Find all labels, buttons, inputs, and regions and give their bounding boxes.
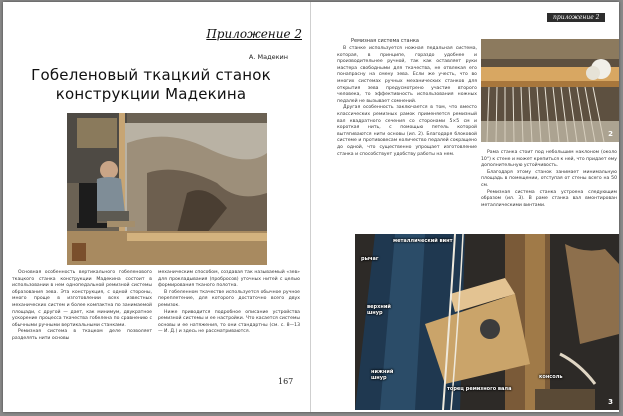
left-column-2	[158, 270, 300, 336]
label-metal-screw: металлический винт	[393, 238, 453, 244]
left-page	[3, 2, 311, 412]
paragraph: Рама станка стоит под небольшим наклоном (около 10°) к стене и может крепиться к ней, что придает ему дополнительную устойчивость.	[481, 150, 617, 169]
paragraph: Основная особенность вертикального гобеленового ткацкого станка конструкции Мадекина состоит в использовании в нем однопедальной ремизной системы образования зева. Эта конструкция, с одной стороны, много проще в изготовлении всех известных механических систем и более компактна по занимаемой площади, с другой — дает, как минимум, двукратное ускорение процесса ткачества гобелена по сравнению с обычными ручными вертикальными станками.	[12, 270, 152, 328]
label-upper-cord: верхний шнур	[367, 304, 391, 316]
article-title	[11, 66, 291, 104]
section-heading: Ремизная система станка	[351, 38, 419, 44]
paragraph: В станке используется ножная педальная система, которая, в принципе, гораздо удобнее и производительнее ручной, так как оставляет руки мастера свободными для ткачества, не отвлекая его понапрасну на смену зева. Если же учесть, что во многих системах ручных механических станков для открытия зева предусмотрено участие второго человека, то эффективность использования ножных педалей не вызывает сомнений.	[337, 46, 477, 104]
title-line-1: Гобеленовый ткацкий станок	[31, 66, 271, 84]
label-lower-cord: нижний шнур	[371, 369, 394, 381]
photo-remise-mechanism	[355, 234, 619, 410]
label-bracket: консоль	[539, 374, 563, 380]
paragraph: Благодаря этому станок занимает минимальную площадь в помещении, отступая от стены всего на 50 см.	[481, 169, 617, 188]
photo-weaver-at-loom	[67, 113, 267, 265]
paragraph: В гобеленном ткачестве используется обычное ручное переплетение, для которого достаточно всего двух ремизок.	[158, 289, 300, 308]
right-column-2	[481, 150, 617, 209]
photo-number: 2	[608, 130, 613, 138]
page-number: 167	[278, 377, 294, 386]
title-line-2: конструкции Мадекина	[55, 85, 247, 103]
label-lever: рычаг	[361, 256, 379, 262]
photo-number: 3	[608, 398, 613, 406]
paragraph: Ремизная система в ткацком деле позволяет разделять нити основы	[12, 329, 152, 341]
running-header: приложение 2	[547, 13, 605, 22]
paragraph: Ниже приводится подробное описание устройства ремизной системы и ее настройки. Что касается системы основы и ее натяжения, то они стандартны (см. с. 8—13 — И. Д.) и здесь не рассматриваются.	[158, 309, 300, 335]
paragraph: Ремизная система станка устроена следующим образом (ил. 3). В раме станка вал вмонтирован металлическими винтами.	[481, 189, 617, 208]
right-page	[311, 2, 619, 412]
photo-remise-shaft	[481, 39, 619, 142]
label-shaft-end: торец ремизного вала	[447, 386, 512, 392]
paragraph: механическим способом, создавая так называемый «зев» для прокладывания (пробросов) уточных нитей с целью формирования тканого полотна.	[158, 270, 300, 289]
right-column-1	[337, 46, 477, 158]
left-column-1	[12, 270, 152, 343]
paragraph: Другая особенность заключается в том, что вместо классических ремизных рамок применяется ремизный вал квадратного сечения со сторонами 5×5 см и короткая нить, с помощью петель которой вытягиваются нити основы (ил. 2). Благодаря блоковой системе и противовесам количество педалей сокращено до одной, что существенно упрощает изготовление станка и способствует удобству работы на нем.	[337, 105, 477, 157]
author: А. Мадекин	[248, 53, 288, 61]
appendix-label: Приложение 2	[206, 27, 302, 41]
book-spread	[3, 2, 619, 412]
